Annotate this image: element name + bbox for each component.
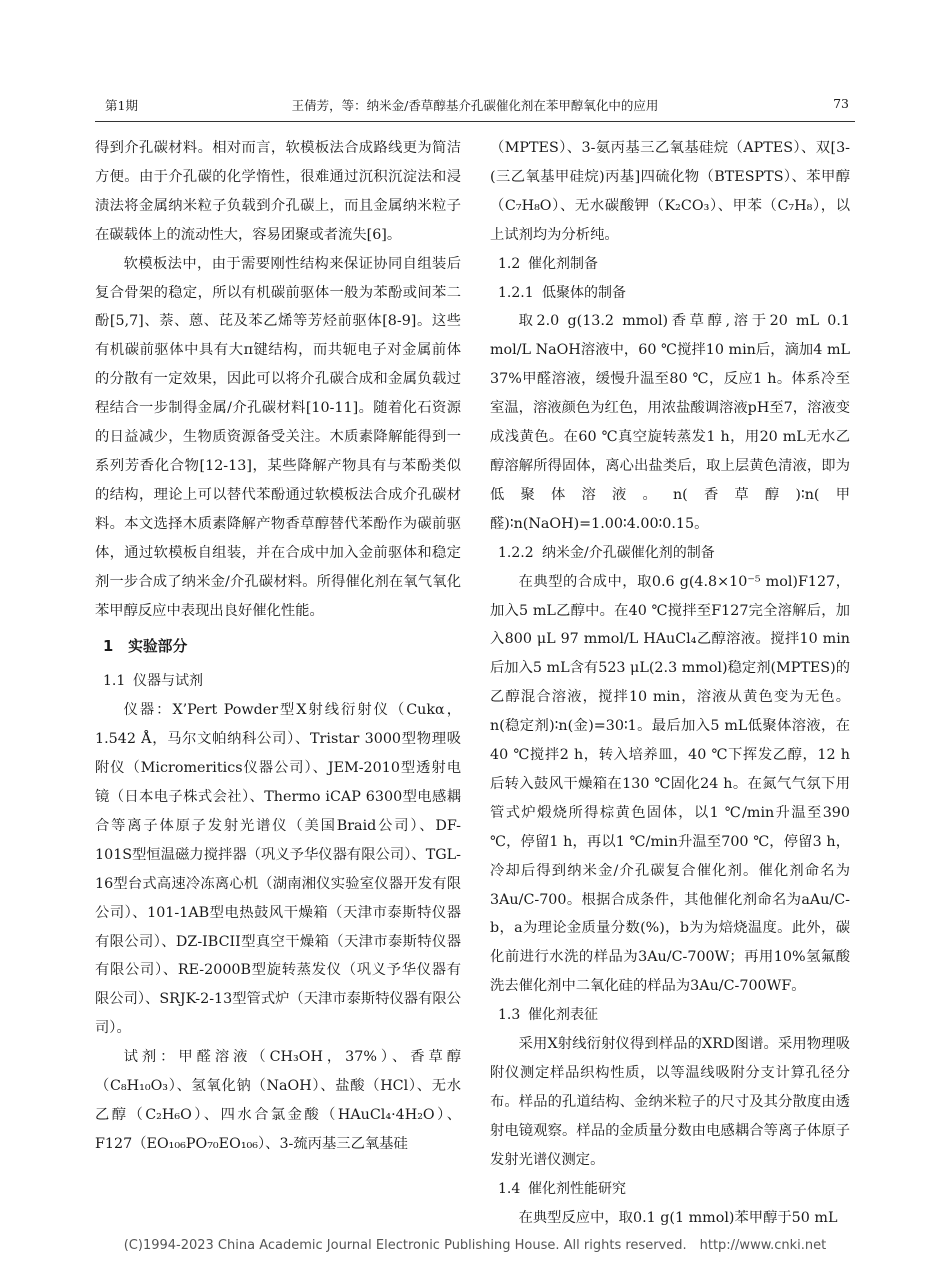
subsection-title: 催化剂制备 — [528, 255, 598, 272]
left-column — [95, 134, 461, 1159]
paragraph: 在典型反应中，取0.1 g(1 mmol)苯甲醇于50 mL — [518, 1209, 838, 1226]
subsection-number: 1.2 — [498, 255, 521, 272]
subsection-title: 催化剂性能研究 — [528, 1180, 626, 1197]
subsubsection-title: 低聚体的制备 — [542, 284, 626, 301]
subsection-heading — [490, 250, 850, 279]
page-number: 73 — [833, 96, 849, 111]
right-column — [490, 134, 850, 1232]
subsection-number: 1.4 — [498, 1180, 521, 1197]
paragraph: 得到介孔碳材料。相对而言，软模板法合成路线更为简洁方便。由于介孔碳的化学惰性，很难通过沉积沉淀法和浸渍法将金属纳米粒子负载到介孔碳上，而且金属纳米粒子在碳载体上的流动性大，容易团聚或者流失[6]。 — [95, 140, 461, 243]
paragraph: 在典型的合成中，取0.6 g(4.8×10⁻⁵ mol)F127，加入5 mL乙醇中。在40 ℃搅拌至F127完全溶解后，加入800 μL 97 mmol/L HAuCl₄乙醇溶液。搅拌10 min后加入5 mL含有523 μL(2.3 mmol)稳定剂(MPTES)的乙醇混合溶液，搅拌10 min，溶液从黄色变为无色。n(稳定剂)∶n(金)=30∶1。最后加入5 mL低聚体溶液，在40 ℃搅拌2 h，转入培养皿，40 ℃下挥发乙醇，12 h后转入鼓风干燥箱在130 ℃固化24 h。在氮气气氛下用管式炉煅烧所得棕黄色固体，以1 ℃/min升温至390 ℃，停留1 h，再以1 ℃/min升温至700 ℃，停留3 h，冷却后得到纳米金/介孔碳复合催化剂。催化剂命名为3Au/C-700。根据合成条件，其他催化剂命名为aAu/C-b，a为理论金质量分数(%)，b为为焙烧温度。此外，碳化前进行水洗的样品为3Au/C-700W；再用10%氢氟酸洗去催化剂中二氧化硅的样品为3Au/C-700WF。 — [490, 573, 850, 995]
issue-label: 第1期 — [105, 98, 138, 113]
copyright-footer: (C)1994-2023 China Academic Journal Electronic Publishing House. All rights reserved. http://www.cnki.net — [123, 1238, 827, 1253]
subsection-title: 仪器与试剂 — [133, 673, 203, 690]
subsection-heading — [490, 1175, 850, 1204]
subsubsection-heading — [490, 279, 850, 308]
subsubsection-number: 1.2.1 — [498, 284, 534, 301]
subsection-number: 1.1 — [103, 673, 126, 690]
subsubsection-heading — [490, 539, 850, 568]
paragraph: 试剂：甲醛溶液（CH₃OH，37%）、香草醇（C₈H₁₀O₃）、氢氧化钠（NaOH）、盐酸（HCl）、无水乙醇（C₂H₆O）、四水合氯金酸（HAuCl₄·4H₂O）、F127（EO₁₀₆PO₇₀EO₁₀₆）、3-巯丙基三乙氧基硅 — [95, 1049, 461, 1152]
paragraph: 采用X射线衍射仪得到样品的XRD图谱。采用物理吸附仪测定样品织构性质，以等温线吸附分支计算孔径分布。样品的孔道结构、金纳米粒子的尺寸及其分散度由透射电镜观察。样品的金质量分数由电感耦合等离子体原子发射光谱仪测定。 — [490, 1036, 850, 1168]
subsection-heading — [490, 1001, 850, 1030]
subsection-number: 1.3 — [498, 1007, 521, 1024]
header-divider — [95, 121, 855, 122]
subsection-heading — [95, 667, 461, 696]
paragraph: （MPTES）、3-氨丙基三乙氧基硅烷（APTES）、双[3-(三乙氧基甲硅烷)丙基]四硫化物（BTESPTS）、苯甲醇（C₇H₈O）、无水碳酸钾（K₂CO₃）、甲苯（C₇H₈），以上试剂均为分析纯。 — [490, 140, 850, 243]
subsubsection-title: 纳米金/介孔碳催化剂的制备 — [542, 544, 715, 561]
running-header — [95, 96, 855, 118]
section-heading: 1 实验部分 — [103, 638, 188, 656]
subsubsection-number: 1.2.2 — [498, 544, 534, 561]
paragraph: 软模板法中，由于需要刚性结构来保证协同自组装后复合骨架的稳定，所以有机碳前驱体一般为苯酚或间苯二酚[5,7]、萘、蒽、芘及苯乙烯等芳烃前驱体[8-9]。这些有机碳前驱体中具有大π键结构，而共轭电子对金属前体的分散有一定效果，因此可以将介孔碳合成和金属负载过程结合一步制得金属/介孔碳材料[10-11]。随着化石资源的日益减少，生物质资源备受关注。木质素降解能得到一系列芳香化合物[12-13]，某些降解产物具有与苯酚类似的结构，理论上可以替代苯酚通过软模板法合成介孔碳材料。本文选择木质素降解产物香草醇替代苯酚作为碳前驱体，通过软模板自组装，并在合成中加入金前驱体和稳定剂一步合成了纳米金/介孔碳材料。所得催化剂在氧气氧化苯甲醇反应中表现出良好催化性能。 — [95, 255, 461, 619]
subsection-title: 催化剂表征 — [528, 1007, 598, 1024]
paragraph: 仪器：X’Pert Powder型X射线衍射仪（Cukα，1.542 Å，马尔文帕纳科公司）、Tristar 3000型物理吸附仪（Micromeritics仪器公司）、JEM-2010型透射电镜（日本电子株式会社）、Thermo iCAP 6300型电感耦合等离子体原子发射光谱仪（美国Braid公司）、DF-101S型恒温磁力搅拌器（巩义予华仪器有限公司）、TGL-16型台式高速冷冻离心机（湖南湘仪实验室仪器开发有限公司）、101-1AB型电热鼓风干燥箱（天津市泰斯特仪器有限公司）、DZ-IBCII型真空干燥箱（天津市泰斯特仪器有限公司）、RE-2000B型旋转蒸发仪（巩义予华仪器有限公司）、SRJK-2-13型管式炉（天津市泰斯特仪器有限公司）。 — [95, 702, 461, 1037]
running-title: 王倩芳，等：纳米金/香草醇基介孔碳催化剂在苯甲醇氧化中的应用 — [291, 98, 659, 113]
paragraph: 取2.0 g(13.2 mmol)香草醇,溶于20 mL 0.1 mol/L NaOH溶液中，60 ℃搅拌10 min后，滴加4 mL 37%甲醛溶液，缓慢升温至80 ℃，反应1 h。体系冷至室温，溶液颜色为红色，用浓盐酸调溶液pH至7，溶液变成浅黄色。在60 ℃真空旋转蒸发1 h，用20 mL无水乙醇溶解所得固体，离心出盐类后，取上层黄色清液，即为低聚体溶液。n(香草醇)∶n(甲醛)∶n(NaOH)=1.00∶4.00∶0.15。 — [490, 313, 850, 532]
